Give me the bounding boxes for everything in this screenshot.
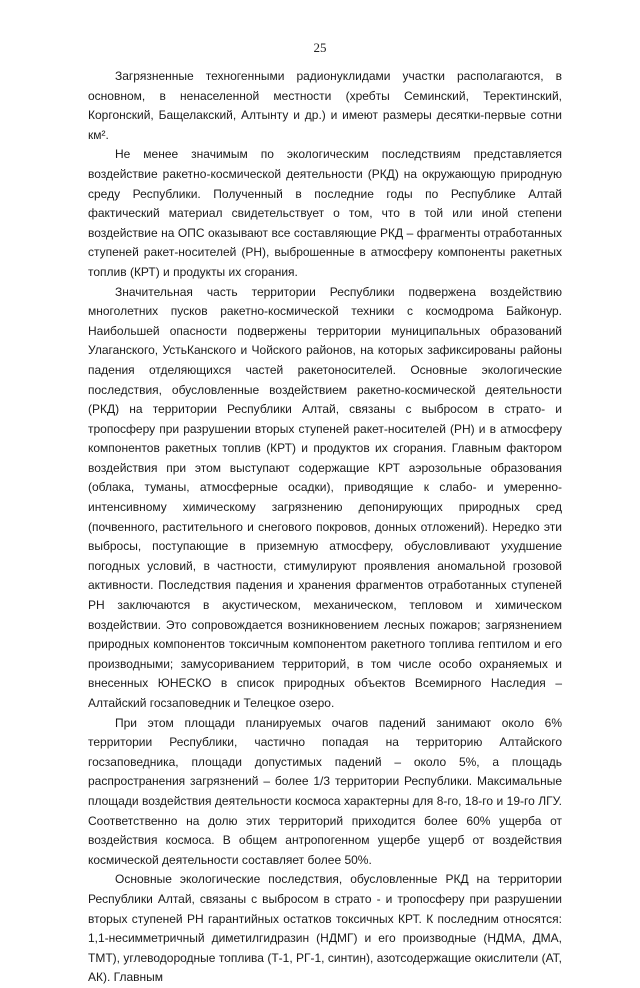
paragraph-5: Основные экологические последствия, обусловленные РКД на территории Республики Алтай, связаны с выбросом в страто - и тропосферу при разрушении вторых ступеней РН гарантийных остатков токсичных КРТ. К последним относятся: 1,1-несимметричный диметилгидразин (НДМГ) и его производные (НДМА, ДМА, ТМТ), углеводородные топлива (Т-1, РГ-1, синтин), азотсодержащие окислители (АТ, АК). Главным <box>88 872 562 985</box>
page-number: 25 <box>313 40 327 55</box>
paragraph-2: Не менее значимым по экологическим последствиям представляется воздействие ракетно-космической деятельности (РКД) на окружающую природную среду Республики. Полученный в последние годы по Республике Алтай фактический материал свидетельствует о том, что в той или иной степени воздействие на ОПС оказывают все составляющие РКД – фрагменты отработанных ступеней ракет-носителей (РН), выброшенные в атмосферу компоненты ракетных топлив (КРТ) и продукты их сгорания. <box>88 147 562 279</box>
paragraph-3: Значительная часть территории Республики подвержена воздействию многолетних пусков ракетно-космической техники с космодрома Байконур. Наибольшей опасности подвержены территории муниципальных образований Улаганского, УстьКанского и Чойского районов, на которых зафиксированы районы падения отделяющихся частей ракетоносителей. Основные экологические последствия, обусловленные воздействием ракетно-космической деятельности (РКД) на территории Республики Алтай, связаны с выбросом в страто- и тропосферу при разрушении вторых ступеней ракет-носителей (РН) и в атмосферу компонентов ракетных топлив (КРТ) и продуктов их сгорания. Главным фактором воздействия при этом выступают содержащие КРТ аэрозольные образования (облака, туманы, атмосферные осадки), приводящие к слабо- и умеренно-интенсивному химическому загрязнению депонирующих природных сред (почвенного, растительного и снегового покровов, донных отложений). Нередко эти выбросы, поступающие в приземную атмосферу, обусловливают ухудшение погодных условий, в частности, стимулируют проявления аномальной грозовой активности. Последствия падения и хранения фрагментов отработанных ступеней РН заключаются в акустическом, механическом, тепловом и химическом воздействии. Это сопровождается возникновением лесных пожаров; загрязнением природных компонентов токсичным компонентом ракетного топлива гептилом и его производными; замусориванием территорий, в том числе особо охраняемых и внесенных ЮНЕСКО в список природных объектов Всемирного Наследия – Алтайский госзаповедник и Телецкое озеро. <box>88 284 562 710</box>
paragraph-4: При этом площади планируемых очагов падений занимают около 6% территории Республики, частично попадая на территорию Алтайского госзаповедника, площади допустимых падений – около 5%, а площадь распространения загрязнений – более 1/3 территории Республики. Максимальные площади воздействия деятельности космоса характерны для 8-го, 18-го и 19-го ЛГУ. Соответственно на долю этих территорий приходится более 60% ущерба от воздействия космоса. В общем антропогенном ущербе ущерб от воздействия космической деятельности составляет более 50%. <box>88 715 562 867</box>
body-text <box>88 67 562 988</box>
paragraph-1: Загрязненные техногенными радионуклидами участки располагаются, в основном, в ненаселенной местности (хребты Семинский, Теректинский, Коргонский, Бащелакский, Алтынту и др.) и имеют размеры десятки-первые сотни км². <box>88 69 562 142</box>
